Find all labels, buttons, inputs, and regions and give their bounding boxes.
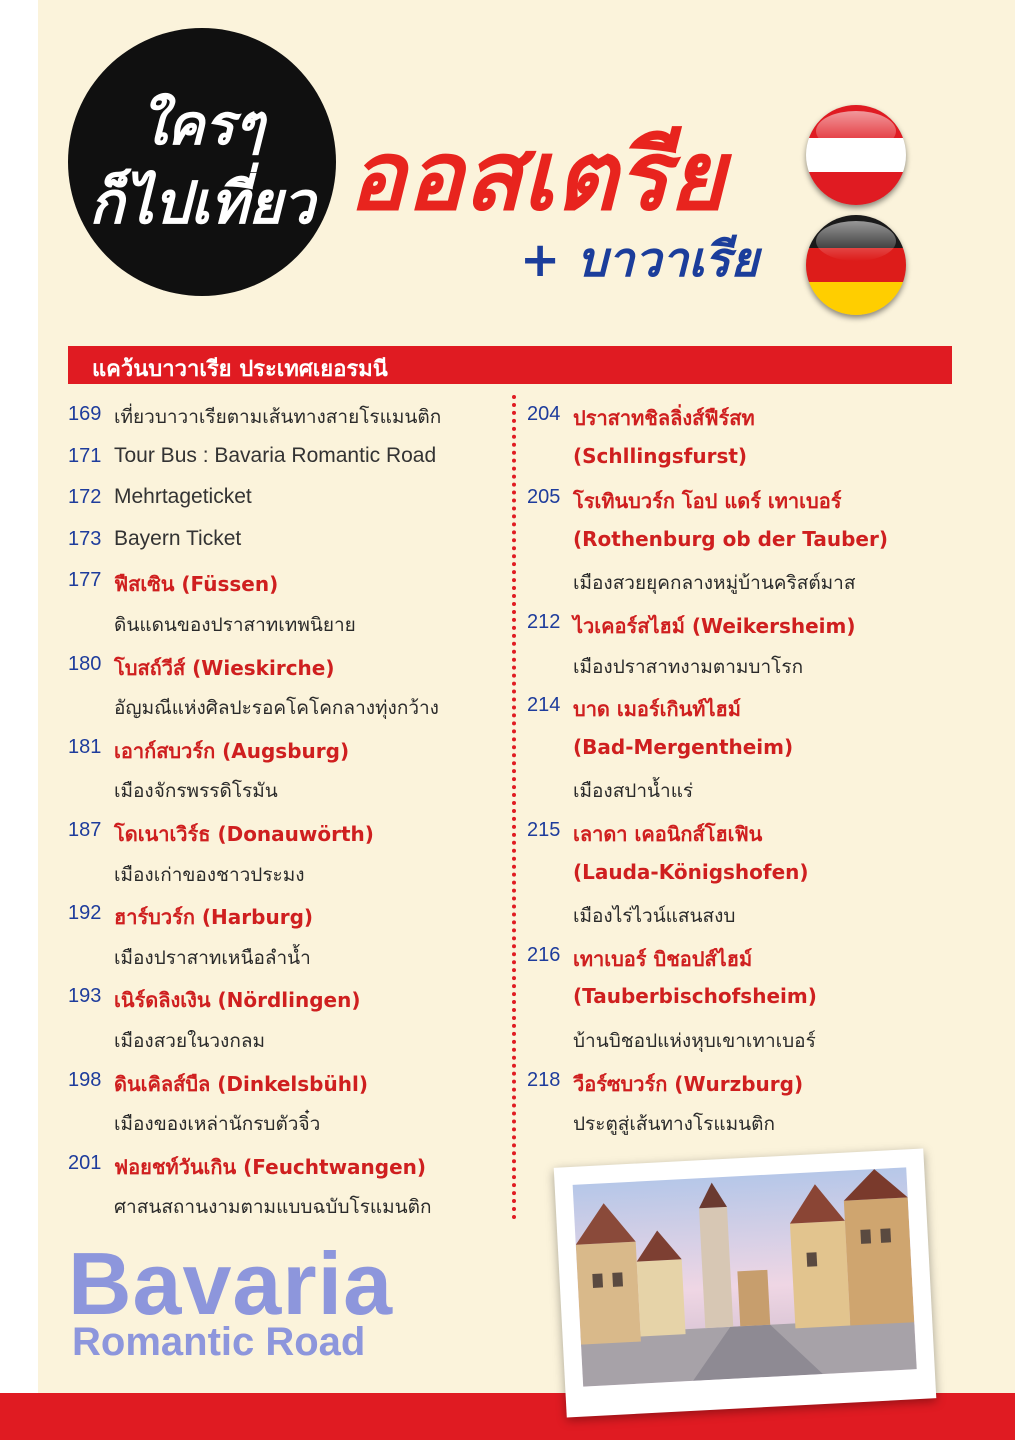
- page-number: 192: [68, 902, 102, 925]
- page-title: ออสเตรีย: [348, 120, 725, 232]
- contents-row: [527, 1102, 967, 1144]
- entry-text: เมืองปราสาทเหนือลำน้ำ: [114, 946, 311, 969]
- page-number: 173: [68, 527, 102, 550]
- page-number: 193: [68, 985, 102, 1008]
- page-number: 212: [527, 610, 561, 633]
- brand-subtitle: Romantic Road: [72, 1320, 366, 1364]
- contents-row: [68, 1185, 508, 1227]
- place-name: เอาก์สบวร์ก (Augsburg): [114, 738, 350, 763]
- place-name: ฟืสเซิน (Füssen): [114, 572, 279, 597]
- contents-row: [68, 894, 508, 936]
- place-name: (Rothenburg ob der Tauber): [573, 526, 888, 551]
- contents-row: [68, 853, 508, 895]
- contents-row: [68, 603, 508, 645]
- headline-badge: [68, 28, 336, 296]
- brand-title: Bavaria: [68, 1234, 394, 1333]
- place-name: ฮาร์บวร์ก (Harburg): [114, 905, 314, 930]
- entry-text: ดินแดนของปราสาทเทพนิยาย: [114, 613, 356, 636]
- column-divider: [512, 395, 516, 1220]
- contents-row: [527, 853, 967, 895]
- contents-row: [68, 395, 508, 437]
- page-number: 171: [68, 444, 102, 467]
- place-name: ปราสาทชิลลิ่งส์ฟืร์สท: [573, 406, 755, 430]
- place-name: (Schllingsfurst): [573, 443, 748, 468]
- contents-row: [527, 478, 967, 520]
- place-name: (Lauda-Königshofen): [573, 859, 809, 884]
- entry-text: เมืองของเหล่านักรบตัวจิ๋ว: [114, 1113, 321, 1136]
- entry-text: Tour Bus : Bavaria Romantic Road: [114, 443, 437, 467]
- page-number: 201: [68, 1151, 102, 1174]
- entry-text: ประตูสู่เส้นทางโรแมนติก: [573, 1113, 775, 1136]
- contents-row: [68, 437, 508, 479]
- place-name: (Bad-Mergentheim): [573, 734, 794, 759]
- contents-row: [68, 1102, 508, 1144]
- page-number: 180: [68, 652, 102, 675]
- contents-row: [68, 1019, 508, 1061]
- entry-text: เมืองจักรพรรดิโรมัน: [114, 780, 278, 803]
- place-name: วือร์ซบวร์ก (Wurzburg): [573, 1071, 804, 1096]
- contents-left-column: [68, 395, 508, 1227]
- page-number: 205: [527, 486, 561, 509]
- section-title: แคว้นบาวาเรีย ประเทศเยอรมนี: [92, 357, 388, 382]
- contents-row: [527, 769, 967, 811]
- page-number: 204: [527, 403, 561, 425]
- contents-row: [527, 520, 967, 562]
- headline-badge-line2: ก็ไปเที่ยว: [89, 169, 315, 237]
- place-name: ฟอยชท์วันเกิน (Feuchtwangen): [114, 1154, 427, 1179]
- contents-row: [527, 645, 967, 687]
- headline-badge-line1: ใครๆ: [139, 93, 265, 158]
- contents-row: [68, 686, 508, 728]
- contents-row: [68, 645, 508, 687]
- contents-row: [527, 977, 967, 1019]
- rothenburg-street-image: [573, 1167, 917, 1386]
- page-number: 181: [68, 735, 102, 758]
- contents-row: [68, 561, 508, 603]
- contents-row: [527, 894, 967, 936]
- entry-text: เที่ยวบาวาเรียตามเส้นทางสายโรแมนติก: [114, 406, 442, 428]
- place-name: เนิร์ดลิงเงิน (Nördlingen): [114, 988, 361, 1013]
- contents-row: [527, 1061, 967, 1103]
- entry-text: ศาสนสถานงามตามแบบฉบับโรแมนติก: [114, 1196, 432, 1219]
- page-number: 177: [68, 569, 102, 592]
- contents-row: [527, 686, 967, 728]
- entry-text: เมืองสปาน้ำแร่: [573, 780, 694, 803]
- austria-flag-icon: [806, 105, 906, 205]
- contents-row: [68, 1144, 508, 1186]
- contents-row: [68, 811, 508, 853]
- contents-row: [68, 936, 508, 978]
- entry-text: Bayern Ticket: [114, 526, 242, 550]
- contents-row: [527, 395, 967, 437]
- germany-flag-icon: [806, 215, 906, 315]
- page-number: 198: [68, 1068, 102, 1091]
- place-name: บาด เมอร์เกินท์ไฮม์: [573, 697, 741, 722]
- place-name: โดเนาเวิร์ธ (Donauwörth): [114, 821, 374, 846]
- page-subtitle: + บาวาเรีย: [520, 232, 759, 288]
- entry-text: อัญมณีแห่งศิลปะรอคโคโคกลางทุ่งกว้าง: [114, 697, 439, 720]
- entry-text: เมืองสวยยุคกลางหมู่บ้านคริสต์มาส: [573, 572, 856, 595]
- entry-text: เมืองไร่ไวน์แสนสงบ: [573, 905, 736, 928]
- contents-row: [68, 1061, 508, 1103]
- entry-text: Mehrtageticket: [114, 485, 252, 509]
- contents-right-column: [527, 395, 967, 1144]
- section-header: [68, 346, 952, 384]
- contents-row: [68, 520, 508, 562]
- page-number: 169: [68, 403, 102, 425]
- page-number: 215: [527, 818, 561, 841]
- contents-row: [68, 478, 508, 520]
- contents-row: [527, 603, 967, 645]
- contents-row: [68, 977, 508, 1019]
- page-number: 187: [68, 818, 102, 841]
- place-name: เลาดา เคอนิกส์โฮเฟิน: [573, 821, 763, 846]
- contents-row: [527, 728, 967, 770]
- entry-text: เมืองปราสาทงามตามบาโรก: [573, 655, 804, 678]
- contents-row: [527, 811, 967, 853]
- entry-text: เมืองสวยในวงกลม: [114, 1029, 265, 1052]
- place-name: โรเทินบวร์ก โอป แดร์ เทาเบอร์: [573, 489, 842, 514]
- page-number: 172: [68, 486, 102, 509]
- contents-row: [68, 769, 508, 811]
- contents-row: [527, 936, 967, 978]
- postcard-photo: [554, 1148, 937, 1417]
- place-name: (Tauberbischofsheim): [573, 984, 817, 1009]
- contents-row: [527, 561, 967, 603]
- contents-row: [68, 728, 508, 770]
- page-number: 218: [527, 1068, 561, 1091]
- place-name: ดินเคิลส์บืล (Dinkelsbühl): [114, 1071, 368, 1096]
- page-number: 216: [527, 943, 561, 966]
- entry-text: เมืองเก่าของชาวประมง: [114, 863, 305, 886]
- place-name: เทาเบอร์ บิชอปส์ไฮม์: [573, 946, 753, 971]
- contents-row: [527, 1019, 967, 1061]
- place-name: ไวเคอร์สไฮม์ (Weikersheim): [573, 613, 856, 638]
- entry-text: บ้านบิชอปแห่งหุบเขาเทาเบอร์: [573, 1029, 816, 1052]
- place-name: โบสถ์วีส์ (Wieskirche): [114, 655, 335, 680]
- contents-row: [527, 437, 967, 479]
- page-number: 214: [527, 694, 561, 717]
